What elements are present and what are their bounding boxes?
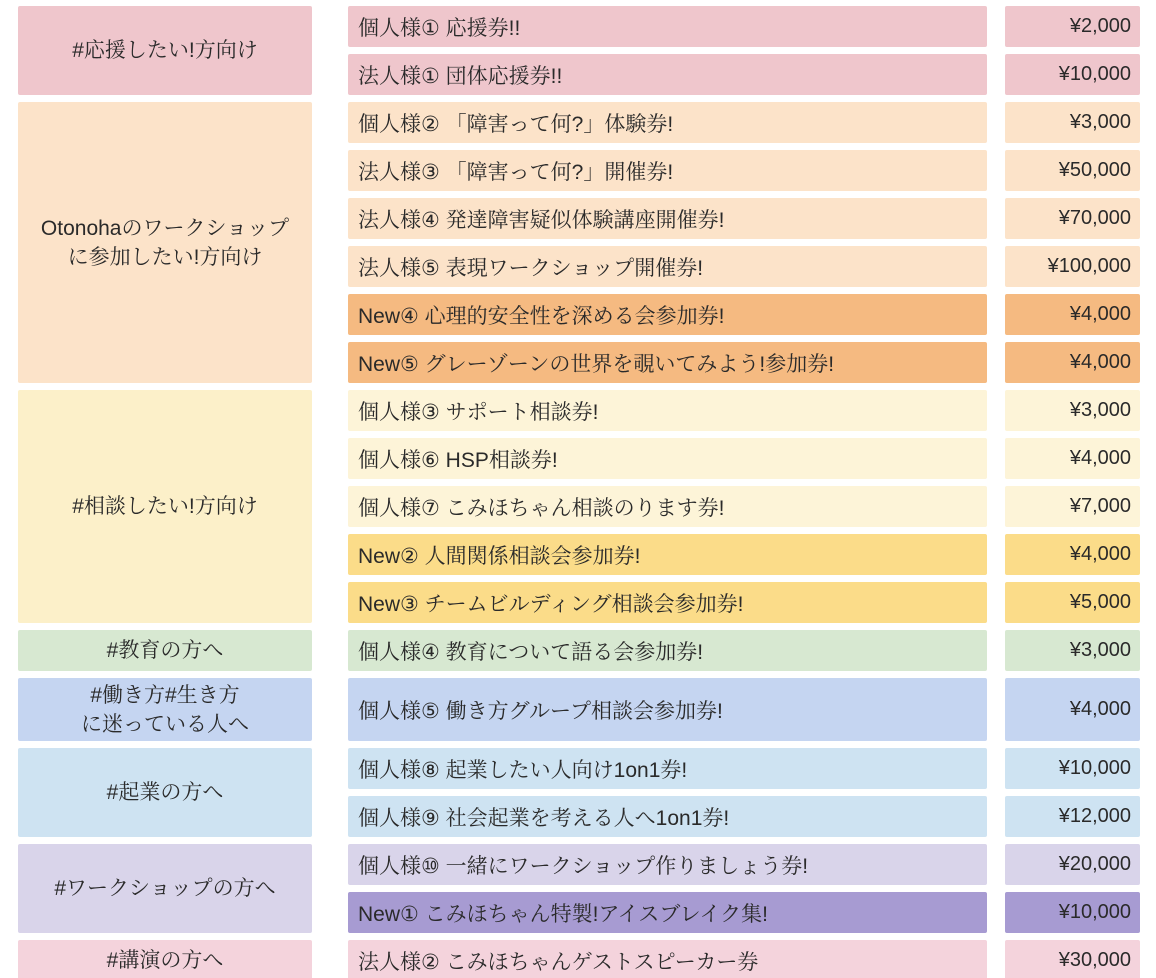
ticket-price: ¥4,000 [1005, 678, 1140, 741]
ticket-row [348, 796, 1140, 837]
ticket-price: ¥20,000 [1005, 844, 1140, 885]
ticket-name: New④ 心理的安全性を深める会参加券! [348, 294, 987, 335]
ticket-name: 法人様④ 発達障害疑似体験講座開催券! [348, 198, 987, 239]
section-rows [348, 844, 1140, 933]
category-label: Otonohaのワークショップ [40, 216, 290, 240]
section-rows [348, 748, 1140, 837]
ticket-price: ¥4,000 [1005, 438, 1140, 479]
ticket-row [348, 390, 1140, 431]
ticket-price: ¥4,000 [1005, 534, 1140, 575]
section-rows [348, 630, 1140, 671]
ticket-row-new [348, 294, 1140, 335]
category-label: #教育の方へ [106, 639, 224, 662]
ticket-name: 法人様② こみほちゃんゲストスピーカー券 [348, 940, 987, 978]
ticket-name: 法人様① 団体応援券!! [348, 54, 987, 95]
section-rows [348, 390, 1140, 623]
section-lecture [18, 940, 1140, 978]
ticket-row-new [348, 582, 1140, 623]
ticket-price: ¥7,000 [1005, 486, 1140, 527]
ticket-name: 個人様⑥ HSP相談券! [348, 438, 987, 479]
section-rows [348, 940, 1140, 978]
ticket-name: 個人様⑩ 一緒にワークショップ作りましょう券! [348, 844, 987, 885]
ticket-row [348, 630, 1140, 671]
ticket-row [348, 844, 1140, 885]
ticket-name: 個人様② 「障害って何?」体験券! [348, 102, 987, 143]
ticket-name: New② 人間関係相談会参加券! [348, 534, 987, 575]
section-education [18, 630, 1140, 671]
section-rows [348, 6, 1140, 95]
ticket-row-new [348, 892, 1140, 933]
category-cell [18, 630, 312, 671]
category-cell [18, 390, 312, 623]
section-rows [348, 678, 1140, 741]
ticket-price: ¥10,000 [1005, 54, 1140, 95]
category-label: #働き方#生き方 [90, 683, 240, 707]
ticket-row [348, 486, 1140, 527]
ticket-name: New① こみほちゃん特製!アイスブレイク集! [348, 892, 987, 933]
ticket-row [348, 748, 1140, 789]
ticket-price: ¥4,000 [1005, 294, 1140, 335]
ticket-price: ¥12,000 [1005, 796, 1140, 837]
category-cell [18, 844, 312, 933]
category-label-line2: に参加したい!方向け [67, 245, 263, 269]
ticket-name: New⑤ グレーゾーンの世界を覗いてみよう!参加券! [348, 342, 987, 383]
ticket-price: ¥10,000 [1005, 748, 1140, 789]
ticket-row-new [348, 534, 1140, 575]
ticket-row [348, 940, 1140, 978]
category-label: #起業の方へ [106, 781, 224, 804]
ticket-name: 法人様⑤ 表現ワークショップ開催券! [348, 246, 987, 287]
ticket-name: 個人様④ 教育について語る会参加券! [348, 630, 987, 671]
ticket-row [348, 246, 1140, 287]
ticket-price: ¥70,000 [1005, 198, 1140, 239]
ticket-row [348, 54, 1140, 95]
ticket-name: 個人様① 応援券!! [348, 6, 987, 47]
ticket-name: 個人様⑨ 社会起業を考える人へ1on1券! [348, 796, 987, 837]
section-workshop-join [18, 102, 1140, 383]
category-label: #講演の方へ [106, 949, 224, 972]
category-cell [18, 748, 312, 837]
ticket-name: 法人様③ 「障害って何?」開催券! [348, 150, 987, 191]
category-label-line2: に迷っている人へ [81, 712, 249, 736]
section-worklife [18, 678, 1140, 741]
ticket-row [348, 150, 1140, 191]
category-cell [18, 6, 312, 95]
ticket-row [348, 678, 1140, 741]
ticket-price: ¥3,000 [1005, 390, 1140, 431]
section-rows [348, 102, 1140, 383]
ticket-price: ¥4,000 [1005, 342, 1140, 383]
ticket-price: ¥10,000 [1005, 892, 1140, 933]
ticket-price: ¥5,000 [1005, 582, 1140, 623]
ticket-name: 個人様⑤ 働き方グループ相談会参加券! [348, 678, 987, 741]
category-label: #相談したい!方向け [72, 495, 258, 518]
section-startup [18, 748, 1140, 837]
ticket-row [348, 198, 1140, 239]
ticket-row [348, 438, 1140, 479]
ticket-price: ¥3,000 [1005, 102, 1140, 143]
ticket-name: 個人様⑧ 起業したい人向け1on1券! [348, 748, 987, 789]
ticket-price: ¥3,000 [1005, 630, 1140, 671]
ticket-row-new [348, 342, 1140, 383]
category-cell [18, 678, 312, 741]
ticket-price: ¥30,000 [1005, 940, 1140, 978]
ticket-price: ¥50,000 [1005, 150, 1140, 191]
ticket-row [348, 102, 1140, 143]
ticket-price: ¥2,000 [1005, 6, 1140, 47]
category-label: #応援したい!方向け [72, 39, 258, 62]
category-cell [18, 102, 312, 383]
ticket-name: 個人様③ サポート相談券! [348, 390, 987, 431]
ticket-name: New③ チームビルディング相談会参加券! [348, 582, 987, 623]
category-cell [18, 940, 312, 978]
section-support [18, 6, 1140, 95]
section-workshop-maker [18, 844, 1140, 933]
ticket-name: 個人様⑦ こみほちゃん相談のります券! [348, 486, 987, 527]
section-consult [18, 390, 1140, 623]
ticket-row [348, 6, 1140, 47]
ticket-price: ¥100,000 [1005, 246, 1140, 287]
category-label: #ワークショップの方へ [54, 877, 276, 900]
